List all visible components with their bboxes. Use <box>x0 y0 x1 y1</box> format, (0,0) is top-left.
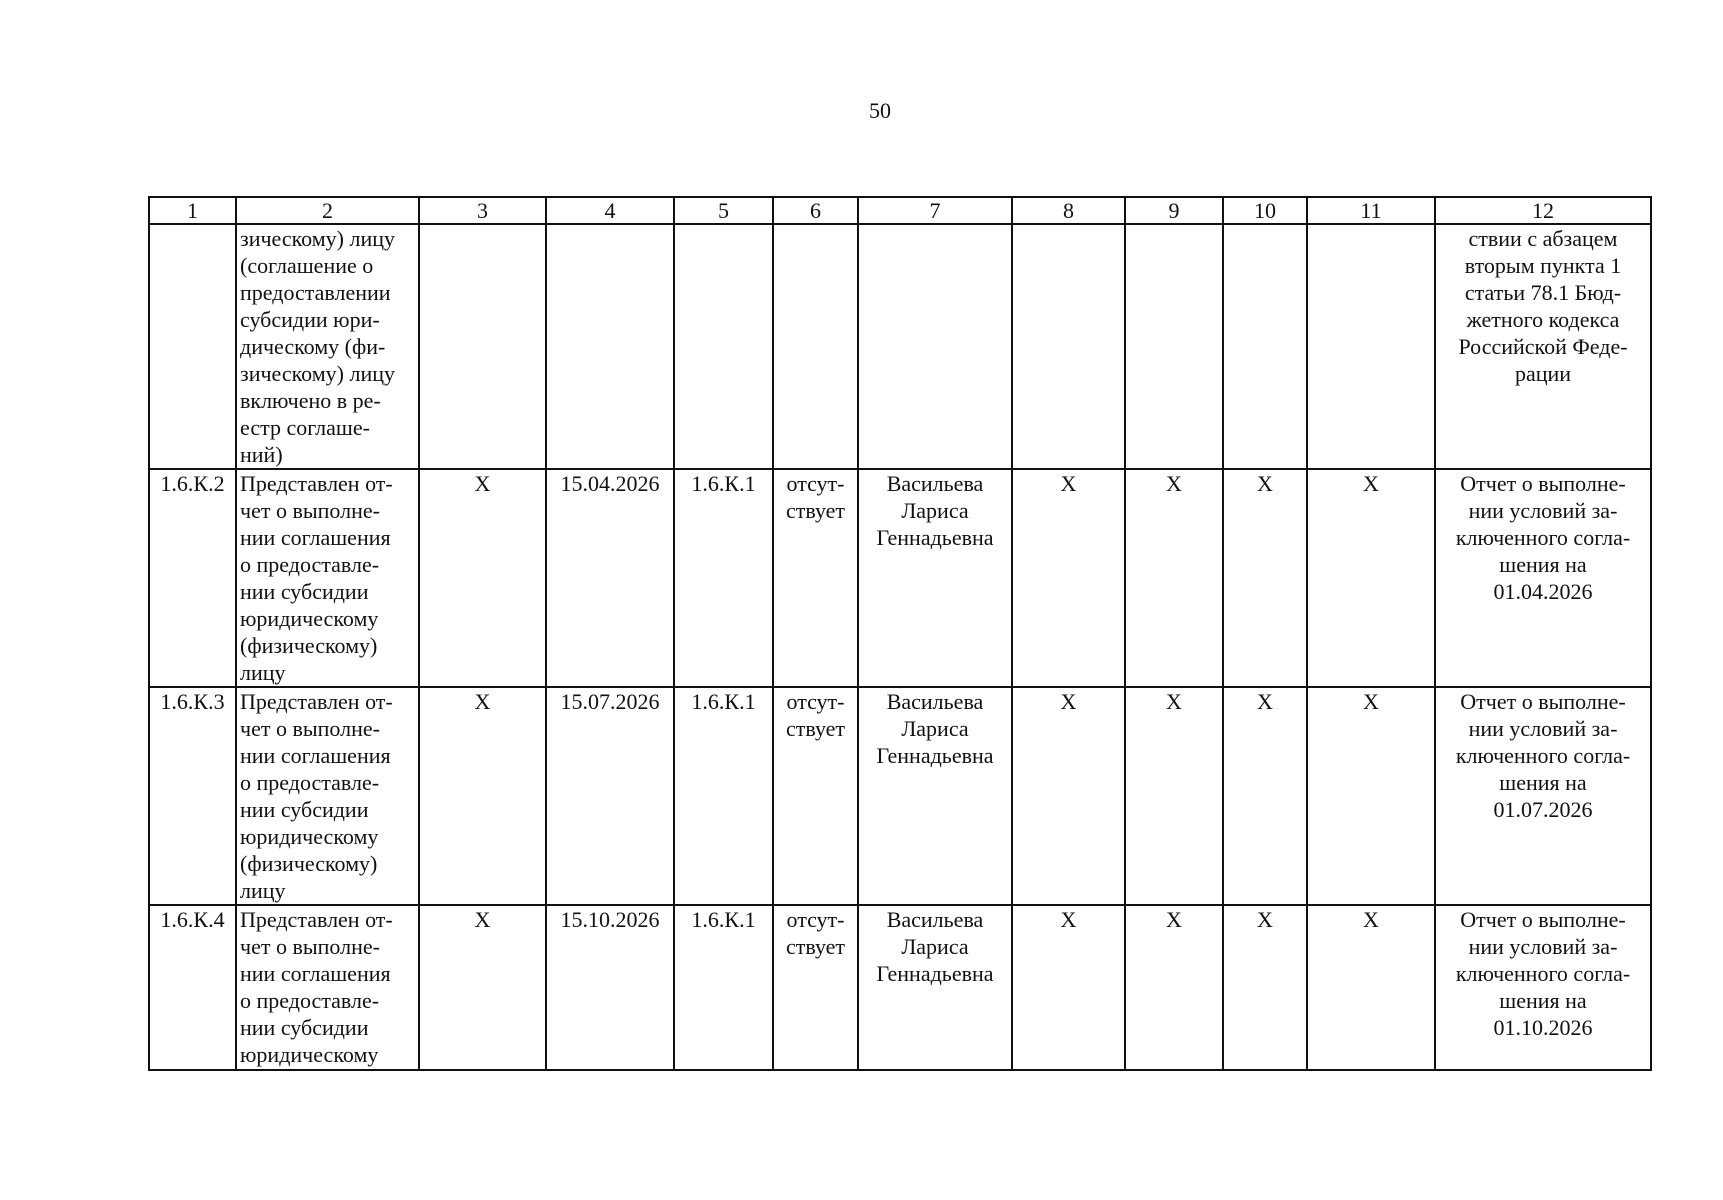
row-responsible: Васильева Лариса Геннадьевна <box>858 469 1012 687</box>
row-note: Отчет о выполне- нии условий за- ключенного согла- шения на 01.04.2026 <box>1435 469 1651 687</box>
table-cell: отсут- ствует <box>773 905 858 1070</box>
column-header: 1 <box>149 197 236 224</box>
column-header: 3 <box>419 197 546 224</box>
table-cell <box>674 224 773 469</box>
column-header: 11 <box>1307 197 1435 224</box>
table-cell <box>1012 224 1125 469</box>
table-cell <box>546 224 674 469</box>
row-code: 1.6.К.2 <box>149 469 236 687</box>
table-cell: X <box>1125 687 1223 905</box>
row-description: Представлен от- чет о выполне- нии соглашения о предоставле- нии субсидии юридическому <box>236 905 419 1070</box>
column-header: 5 <box>674 197 773 224</box>
table-cell: X <box>1125 905 1223 1070</box>
table-cell: X <box>1223 687 1307 905</box>
row-code: 1.6.К.4 <box>149 905 236 1070</box>
table-cell <box>419 224 546 469</box>
header-row <box>149 197 1651 224</box>
row-date: 15.07.2026 <box>546 687 674 905</box>
row-code: 1.6.К.3 <box>149 687 236 905</box>
table-cell: X <box>1012 687 1125 905</box>
table-cell: X <box>419 469 546 687</box>
data-table <box>148 196 1652 1071</box>
row-code <box>149 224 236 469</box>
column-header: 10 <box>1223 197 1307 224</box>
table-cell: X <box>1012 905 1125 1070</box>
table-cell: X <box>1307 905 1435 1070</box>
table-cell: X <box>419 905 546 1070</box>
row-note: ствии с абзацем вторым пункта 1 статьи 78.1 Бюд- жетного кодекса Российской Феде- рации <box>1435 224 1651 469</box>
row-description: Представлен от- чет о выполне- нии соглашения о предоставле- нии субсидии юридическому (физическому) лицу <box>236 687 419 905</box>
table-cell <box>1307 224 1435 469</box>
table-cell <box>1223 224 1307 469</box>
row-description: Представлен от- чет о выполне- нии соглашения о предоставле- нии субсидии юридическому (физическому) лицу <box>236 469 419 687</box>
table-cell: отсут- ствует <box>773 687 858 905</box>
column-header: 6 <box>773 197 858 224</box>
table-cell <box>1125 224 1223 469</box>
table-cell <box>773 224 858 469</box>
table-cell: X <box>1125 469 1223 687</box>
row-date: 15.10.2026 <box>546 905 674 1070</box>
row-responsible: Васильева Лариса Геннадьевна <box>858 687 1012 905</box>
table-cell: отсут- ствует <box>773 469 858 687</box>
column-header: 2 <box>236 197 419 224</box>
column-header: 7 <box>858 197 1012 224</box>
column-header: 9 <box>1125 197 1223 224</box>
table-row <box>149 224 1651 469</box>
table-cell: X <box>1223 469 1307 687</box>
table-cell: X <box>1223 905 1307 1070</box>
table-cell: X <box>1307 469 1435 687</box>
column-header: 4 <box>546 197 674 224</box>
table-row <box>149 687 1651 905</box>
row-description: зическому) лицу (соглашение о предоставлении субсидии юри- дическому (фи- зическому) лицу включено в ре- естр соглаше- ний) <box>236 224 419 469</box>
column-header: 8 <box>1012 197 1125 224</box>
table-cell: X <box>1012 469 1125 687</box>
table-cell: 1.6.К.1 <box>674 469 773 687</box>
table-cell <box>858 224 1012 469</box>
table-cell: X <box>1307 687 1435 905</box>
column-header: 12 <box>1435 197 1651 224</box>
row-note: Отчет о выполне- нии условий за- ключенного согла- шения на 01.07.2026 <box>1435 687 1651 905</box>
row-responsible: Васильева Лариса Геннадьевна <box>858 905 1012 1070</box>
table-cell: 1.6.К.1 <box>674 687 773 905</box>
table-cell: X <box>419 687 546 905</box>
table-row <box>149 469 1651 687</box>
row-date: 15.04.2026 <box>546 469 674 687</box>
page-number: 50 <box>869 98 891 123</box>
table-row <box>149 905 1651 1070</box>
table-cell: 1.6.К.1 <box>674 905 773 1070</box>
row-note: Отчет о выполне- нии условий за- ключенного согла- шения на 01.10.2026 <box>1435 905 1651 1070</box>
